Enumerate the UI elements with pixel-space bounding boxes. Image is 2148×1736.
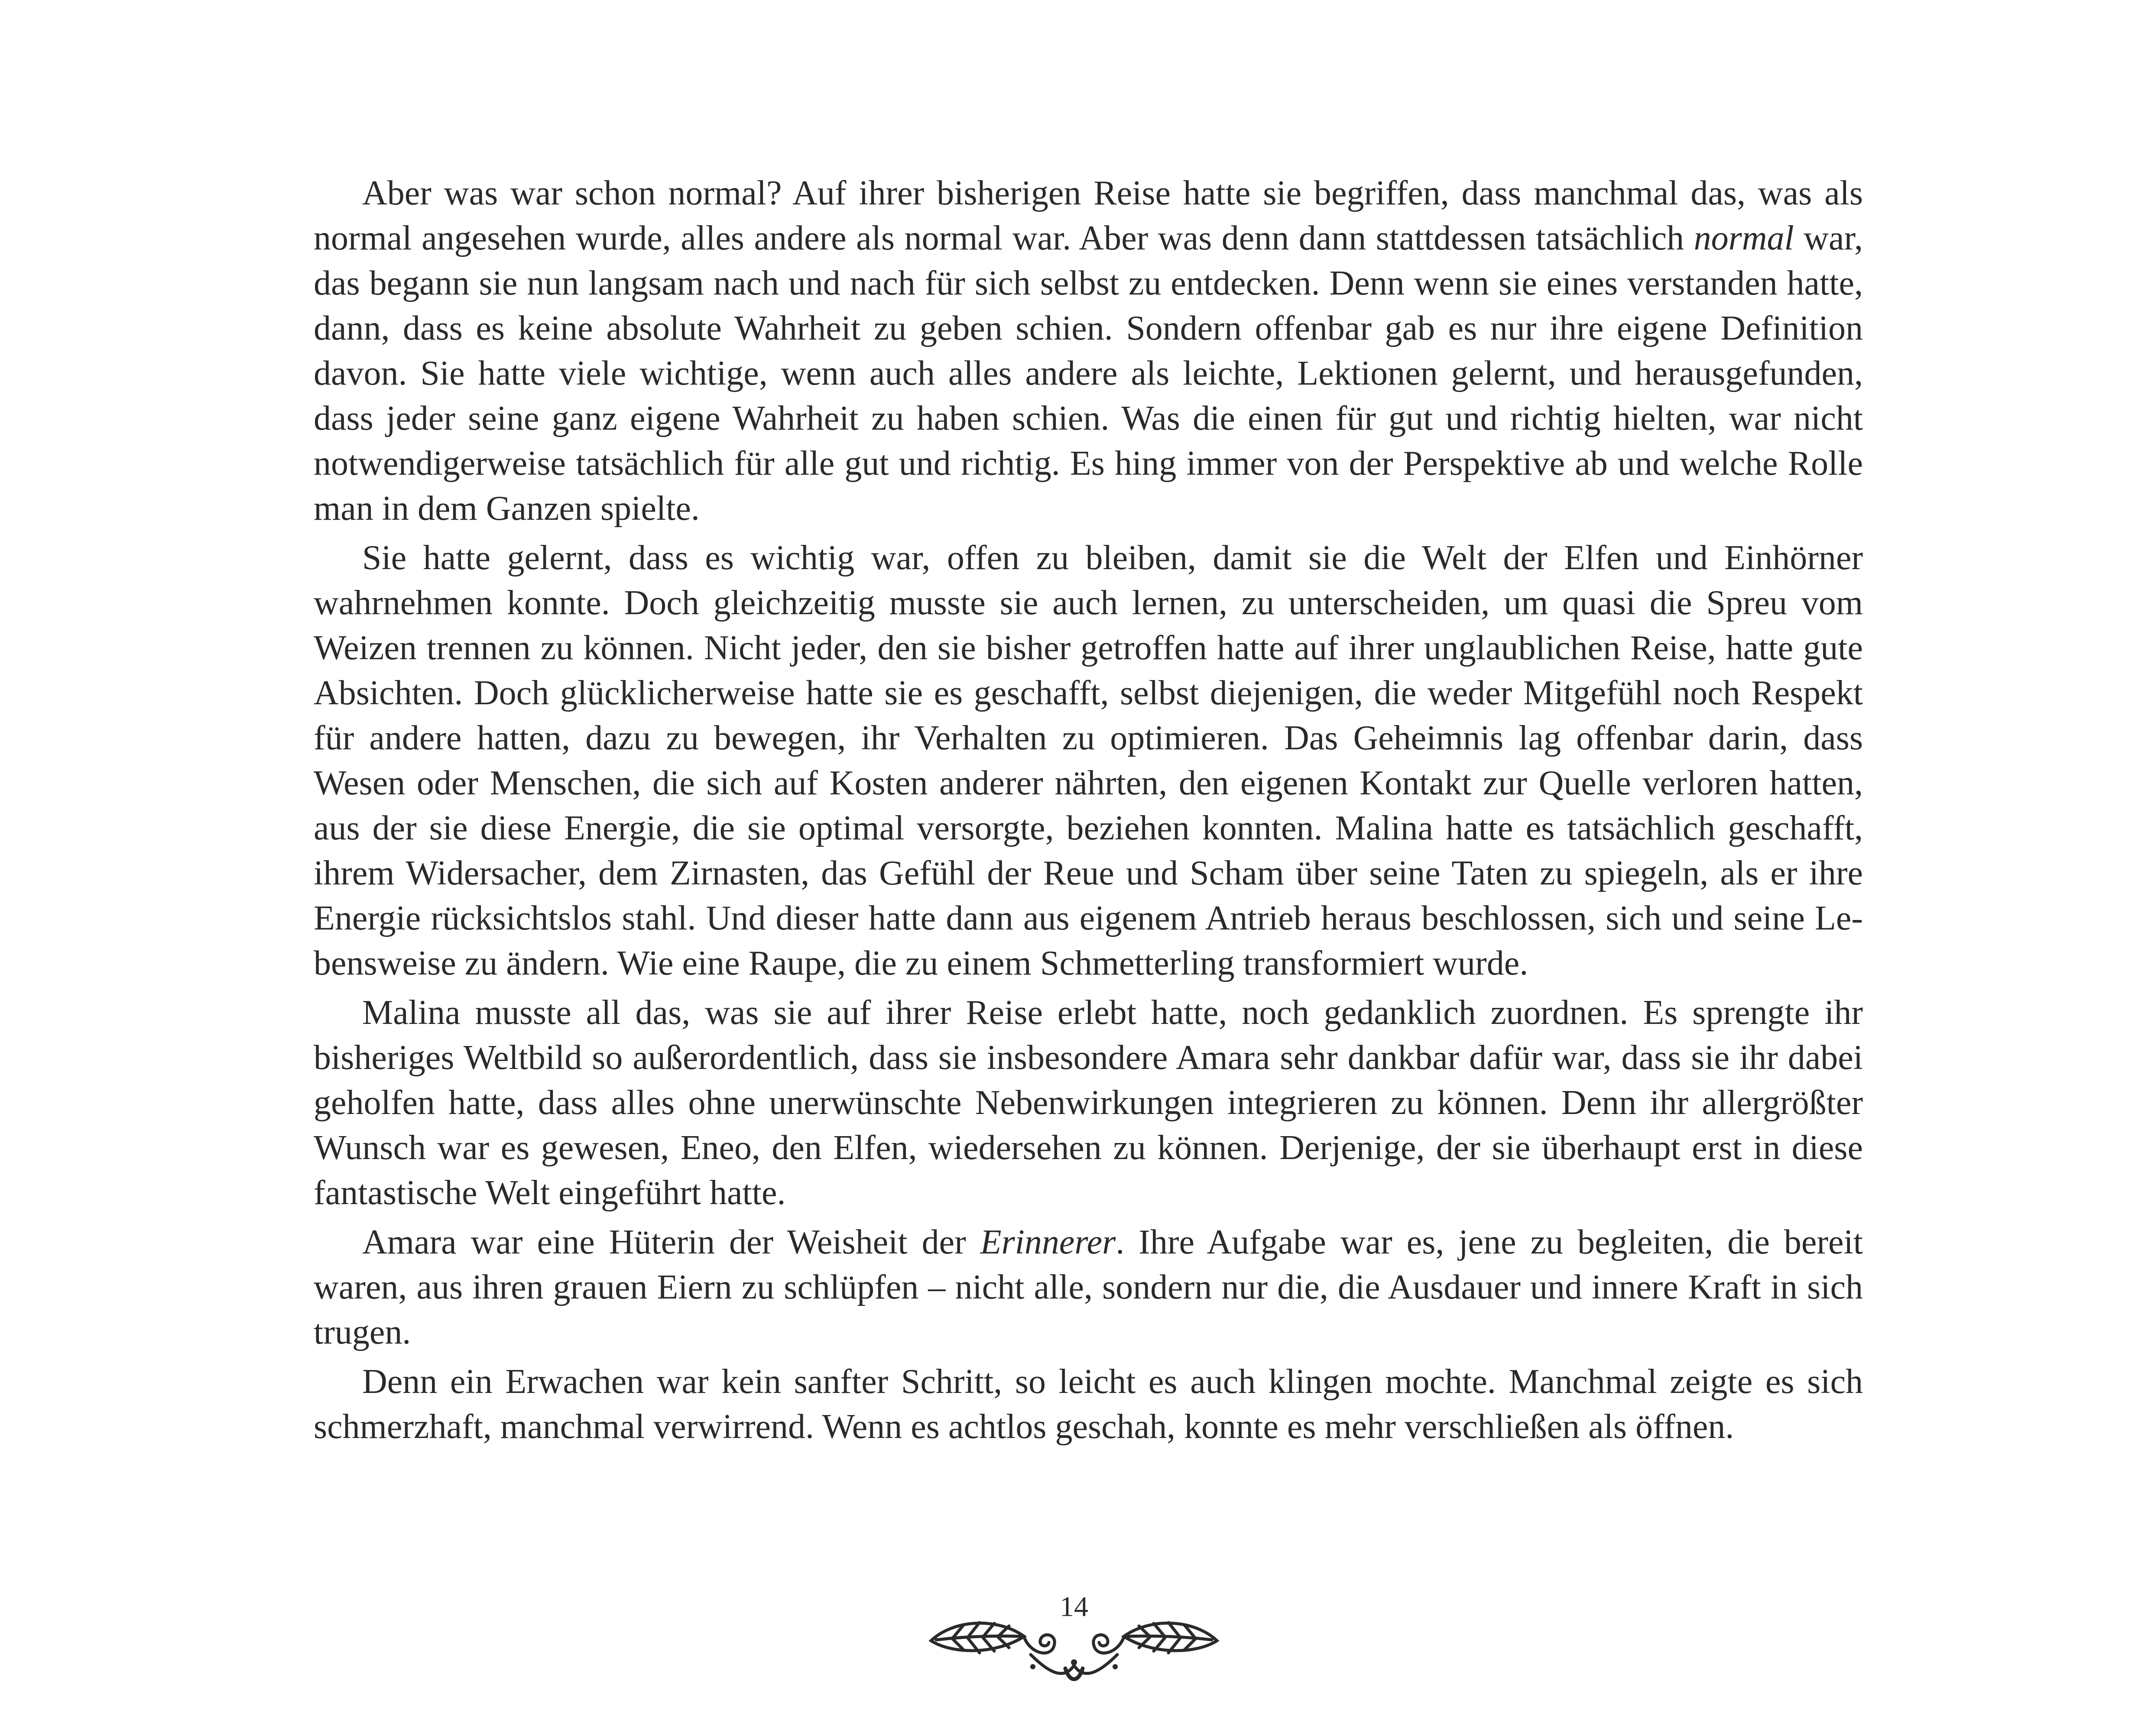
- text-run: war, das begann sie nun langsam nach und nach für sich selbst zu entdecken. Denn wenn sie eines verstanden hatte, dann, dass es keine absolute Wahrheit zu geben schien. Sondern offenbar gab es nur ihre eigene Definition davon. Sie hatte viele wichtige, wenn auch alles andere als leichte, Lektionen gelernt, und herausgefunden, dass jeder seine ganz eigene Wahrheit zu haben schien. Was die einen für gut und richtig hielten, war nicht notwendigerweise tatsächlich für alle gut und richtig. Es hing immer von der Perspektive ab und welche Rolle man in dem Ganzen spielte.: [314, 219, 1863, 528]
- text-run: Aber was war schon normal? Auf ihrer bisherigen Reise hatte sie begriffen, dass manchmal das, was als normal angesehen wurde, alles andere als normal war. Aber was denn dann stattdessen tatsächlich: [314, 174, 1863, 257]
- text-run: Denn ein Erwachen war kein sanfter Schritt, so leicht es auch klingen mochte. Manchmal zeigte es sich schmerzhaft, manchmal verwirrend. Wenn es achtlos geschah, konnte es mehr verschließen als öffnen.: [314, 1363, 1863, 1446]
- paragraph: [314, 171, 1863, 531]
- paragraph: [314, 535, 1863, 986]
- italic-text: normal: [1694, 219, 1794, 257]
- body-text: [314, 171, 1863, 1454]
- paragraph: [314, 990, 1863, 1215]
- text-run: . Ihre Aufgabe war es, jene zu begleiten, die bereit waren, aus ihren grauen Eiern zu schlüpfen – nicht alle, sondern nur die, die Ausdauer und innere Kraft in sich trugen.: [314, 1223, 1863, 1351]
- text-run: Sie hatte gelernt, dass es wichtig war, offen zu bleiben, damit sie die Welt der Elfen und Einhörner wahrnehmen konnte. Doch gleichzeitig musste sie auch lernen, zu unterscheiden, um quasi die Spreu vom Weizen trennen zu können. Nicht jeder, den sie bisher getroffen hatte auf ihrer unglaublichen Reise, hatte gute Absichten. Doch glücklicherweise hatte sie es geschafft, selbst diejenigen, die weder Mitgefühl noch Respekt für andere hatten, dazu zu bewegen, ihr Verhalten zu optimieren. Das Geheimnis lag offenbar darin, dass Wesen oder Menschen, die sich auf Kosten anderer nährten, den eigenen Kontakt zur Quelle verloren hatten, aus der sie diese Energie, die sie optimal versorgte, beziehen konnten. Malina hatte es tatsächlich geschafft, ihrem Widersacher, dem Zirnasten, das Gefühl der Reue und Scham über seine Taten zu spiegeln, als er ihre Energie rücksichtslos stahl. Und dieser hatte dann aus eigenem Antrieb heraus beschlossen, sich und seine Lebensweise zu ändern. Wie eine Raupe, die zu einem Schmetterling transformiert wurde.: [314, 539, 1863, 982]
- text-run: Malina musste all das, was sie auf ihrer Reise erlebt hatte, noch gedanklich zuordnen. Es sprengte ihr bisheriges Weltbild so außerordentlich, dass sie insbesondere Amara sehr dankbar dafür war, dass sie ihr dabei geholfen hatte, dass alles ohne unerwünschte Nebenwirkungen integrieren zu können. Denn ihr allergrößter Wunsch war es gewesen, Eneo, den Elfen, wiedersehen zu können. Derjenige, der sie überhaupt erst in diese fantastische Welt eingeführt hatte.: [314, 994, 1863, 1212]
- text-run: Amara war eine Hüterin der Weisheit der: [362, 1223, 980, 1261]
- paragraph: [314, 1220, 1863, 1355]
- italic-text: Erinnerer: [980, 1223, 1116, 1261]
- page-footer: [922, 1590, 1226, 1702]
- paragraph: [314, 1359, 1863, 1449]
- page-number: 14: [1060, 1591, 1088, 1623]
